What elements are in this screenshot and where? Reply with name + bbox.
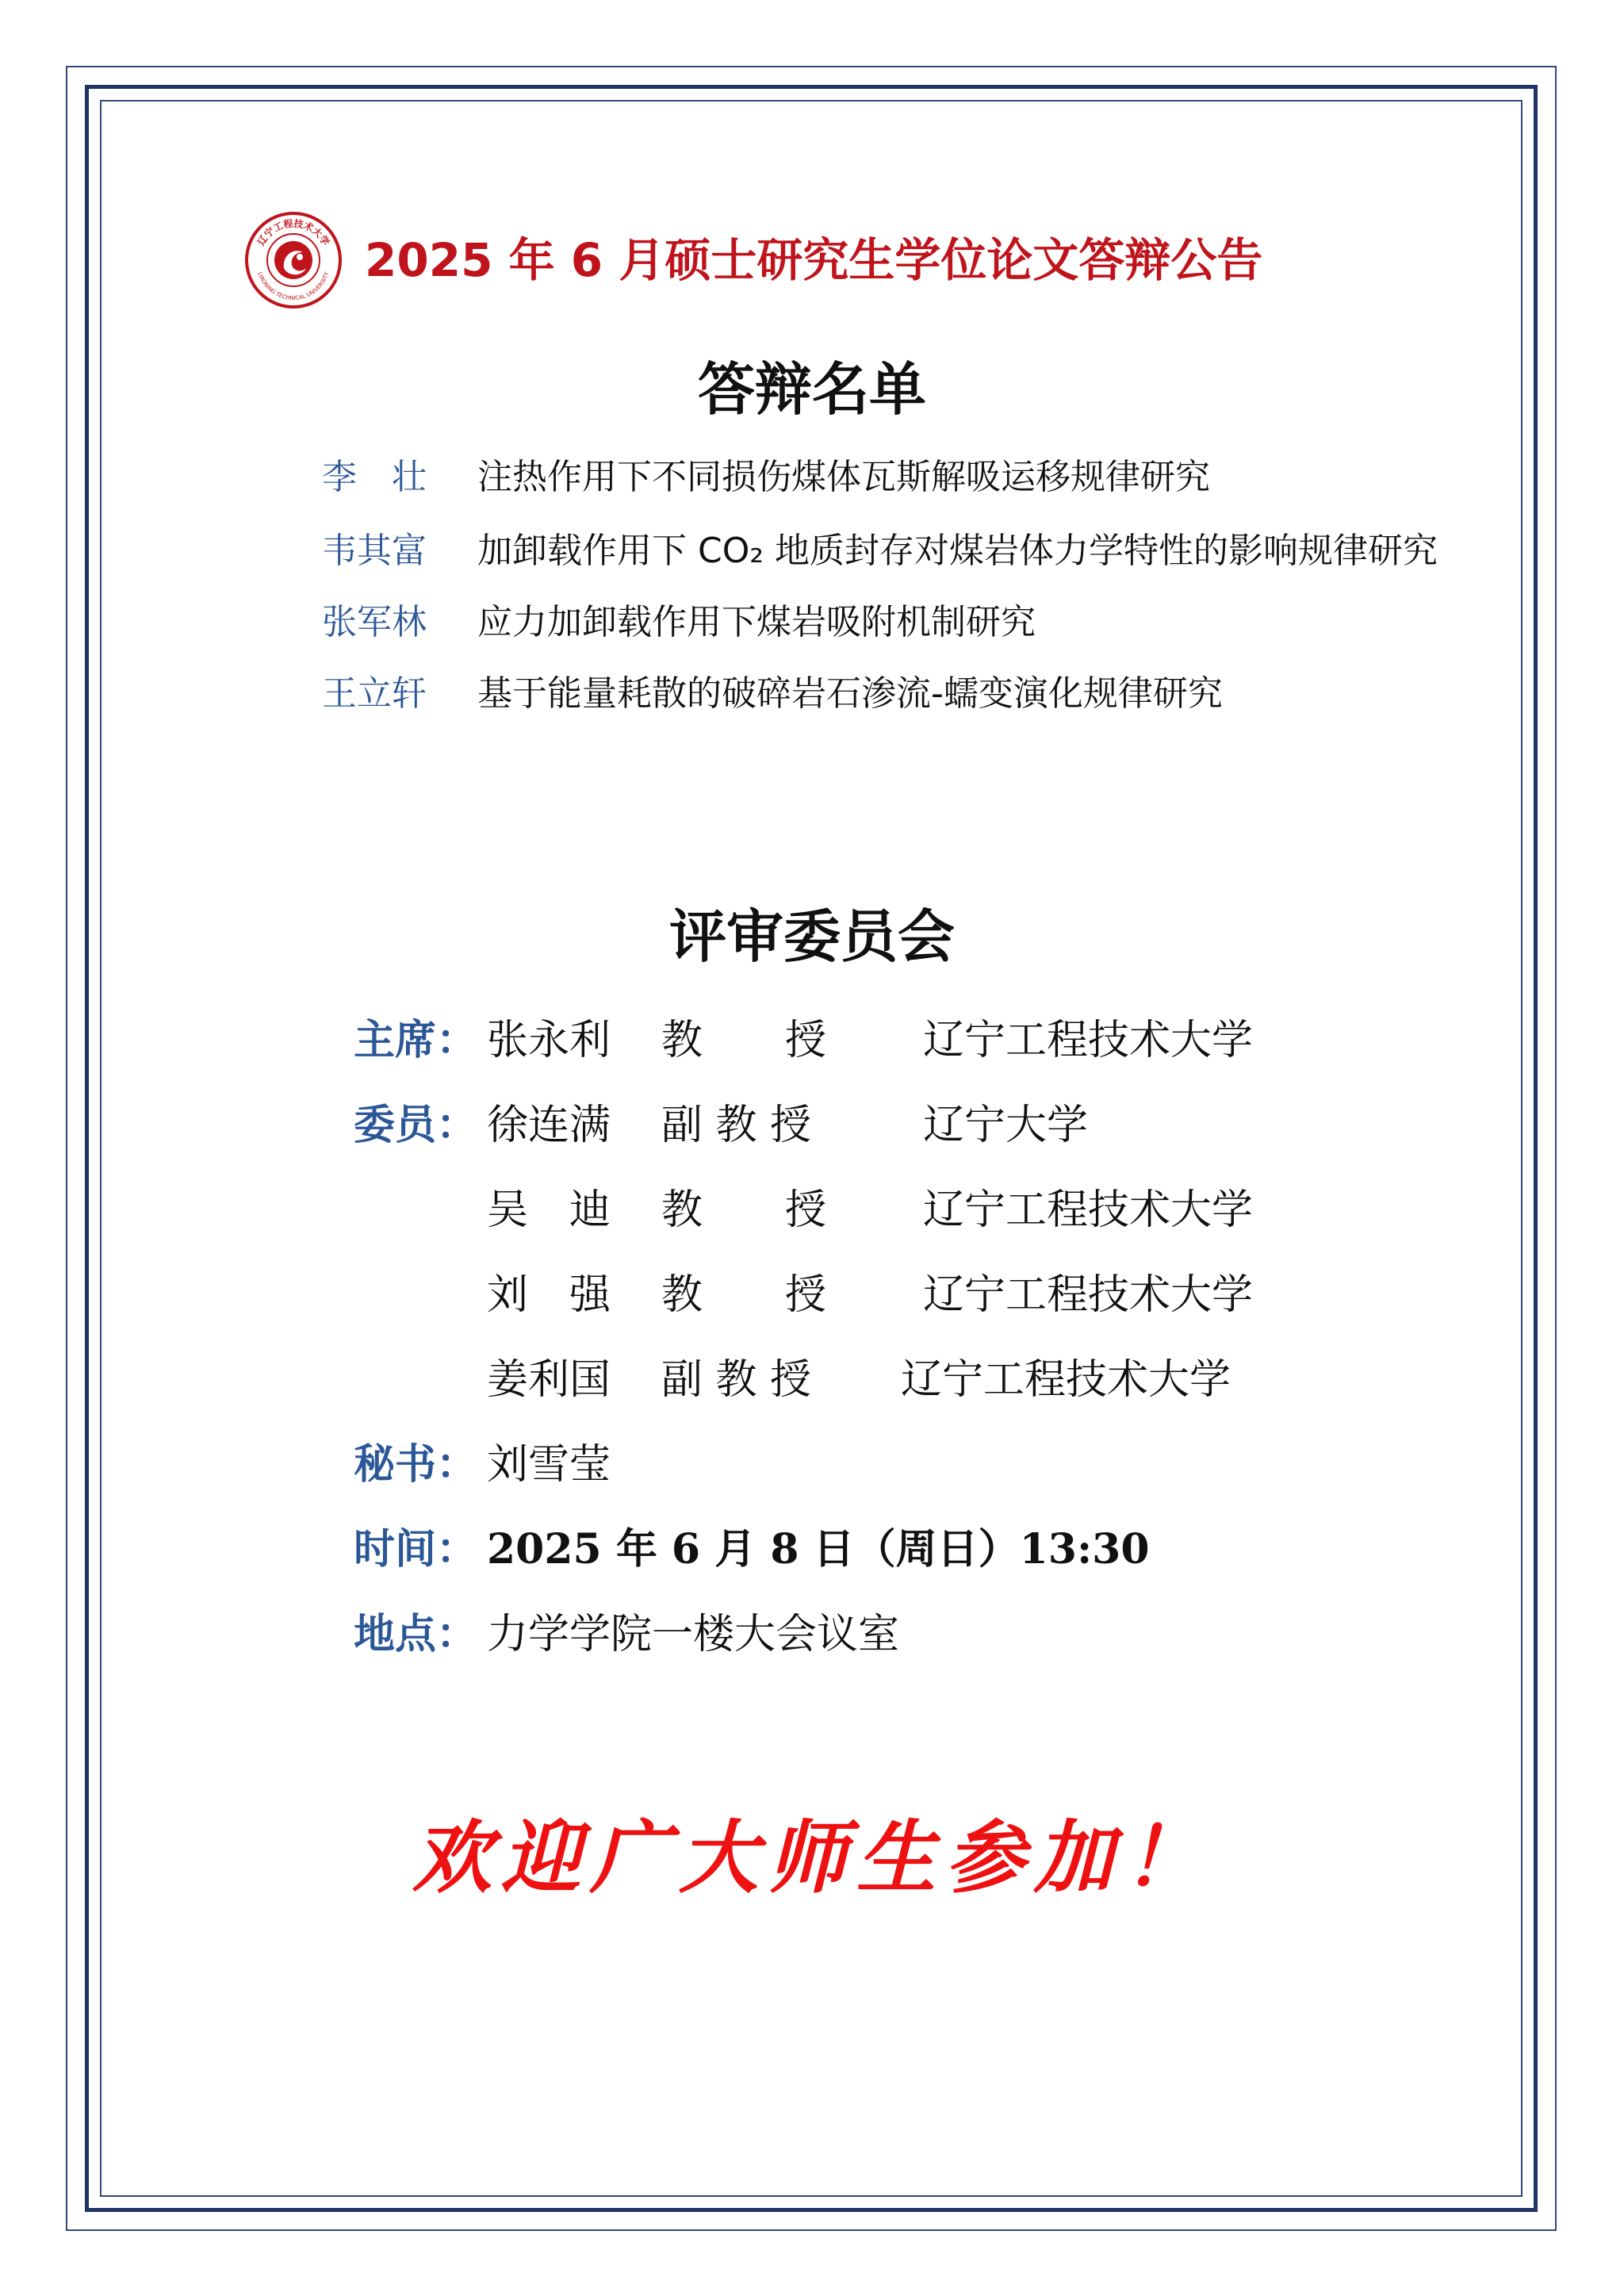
university-logo-icon <box>244 211 343 309</box>
time-label: 时间： <box>354 1526 478 1573</box>
member-title: 教 授 <box>661 1186 827 1234</box>
member-name: 姜利国 <box>487 1356 611 1404</box>
member-title: 副 教 授 <box>661 1356 812 1404</box>
member-title: 教 授 <box>661 1271 827 1319</box>
student-name: 韦其富 <box>322 531 427 571</box>
thesis-title: 加卸载作用下 CO₂ 地质封存对煤岩体力学特性的影响规律研究 <box>477 531 1438 571</box>
secretary-name: 刘雪莹 <box>487 1441 611 1489</box>
welcome-message: 欢迎广大师生参加！ <box>412 1811 1212 1904</box>
defense-place: 力学学院一楼大会议室 <box>487 1611 900 1658</box>
members-label: 委员： <box>354 1102 478 1149</box>
member-org: 辽宁工程技术大学 <box>923 1271 1254 1319</box>
member-title: 副 教 授 <box>661 1102 812 1149</box>
member-title: 教 授 <box>661 1017 827 1064</box>
secretary-label: 秘书： <box>354 1441 478 1489</box>
student-name: 李 壮 <box>322 457 427 497</box>
thesis-title: 基于能量耗散的破碎岩石渗流-蠕变演化规律研究 <box>477 673 1223 714</box>
member-name: 徐连满 <box>487 1102 611 1149</box>
defense-time: 2025 年 6 月 8 日（周日）13:30 <box>487 1525 1150 1573</box>
member-org: 辽宁工程技术大学 <box>923 1186 1254 1234</box>
member-org: 辽宁大学 <box>923 1102 1089 1149</box>
committee-heading: 评审委员会 <box>668 903 955 970</box>
student-name: 王立轩 <box>322 673 427 714</box>
member-org: 辽宁工程技术大学 <box>901 1356 1231 1404</box>
member-org: 辽宁工程技术大学 <box>923 1017 1254 1064</box>
place-label: 地点： <box>354 1611 478 1658</box>
chair-label: 主席： <box>354 1017 478 1064</box>
thesis-title: 应力加卸载作用下煤岩吸附机制研究 <box>477 602 1036 642</box>
logo-text-cn: 辽宁工程技术大学 <box>255 217 331 248</box>
thesis-title: 注热作用下不同损伤煤体瓦斯解吸运移规律研究 <box>477 457 1210 497</box>
member-name: 刘 强 <box>487 1271 611 1319</box>
member-name: 张永利 <box>487 1017 611 1064</box>
defense-list-heading: 答辩名单 <box>697 356 926 423</box>
logo-text-en: LIAONING TECHNICAL UNIVERSITY <box>256 271 331 302</box>
student-name: 张军林 <box>322 602 427 642</box>
announcement-title: 2025 年 6 月硕士研究生学位论文答辩公告 <box>365 233 1263 287</box>
member-name: 吴 迪 <box>487 1186 611 1234</box>
